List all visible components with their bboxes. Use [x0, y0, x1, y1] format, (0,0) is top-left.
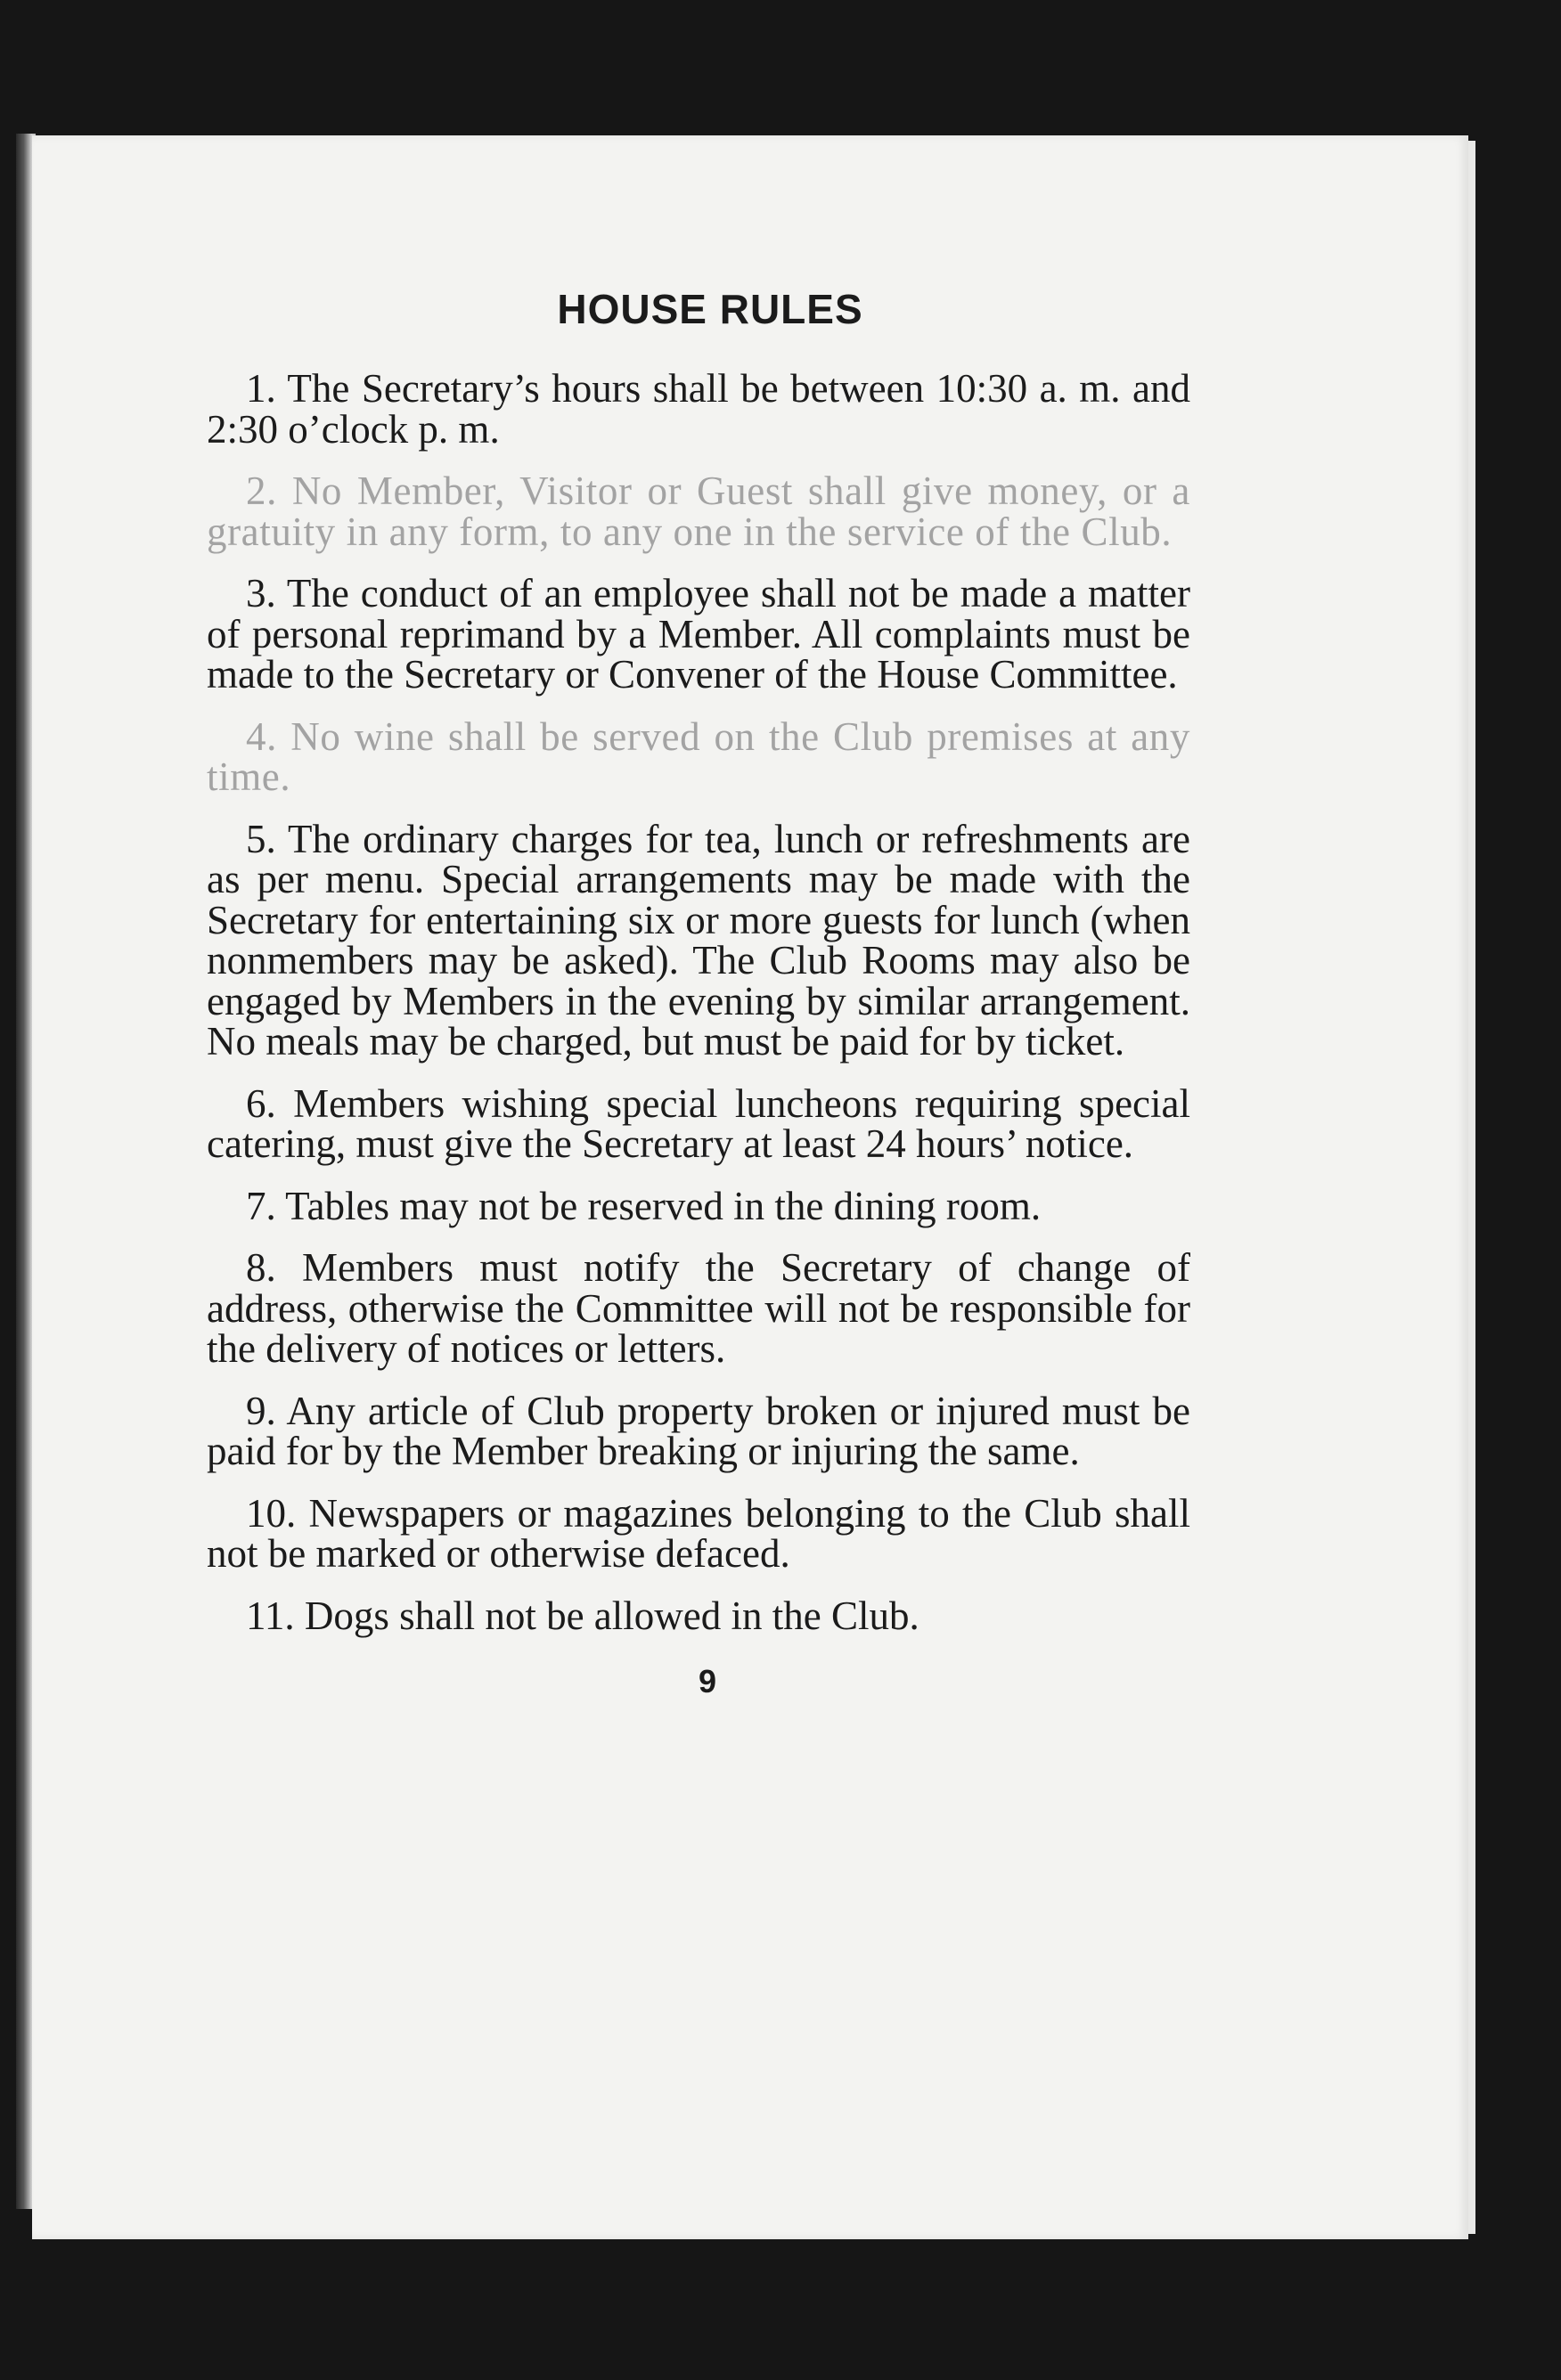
- rule-5: 5. The ordinary charges for tea, lunch or refreshments are as per menu. Special arrangements may be made with the Secretary for entertaining six or more guests for lunch (when nonmembers may be asked). The Club Rooms may also be engaged by Members in the evening by similar arrangement. No meals may be charged, but must be paid for by ticket.: [207, 816, 1190, 1064]
- page-content: [207, 285, 1190, 1700]
- rule-6: 6. Members wishing special luncheons requiring special catering, must give the Secretary at least 24 hours’ notice.: [207, 1080, 1190, 1166]
- rule-2: 2. No Member, Visitor or Guest shall give money, or a gratuity in any form, to any one in the service of the Club.: [207, 469, 1190, 554]
- rule-11: 11. Dogs shall not be allowed in the Club.: [246, 1593, 919, 1638]
- rule-8: 8. Members must notify the Secretary of change of address, otherwise the Committee will not be responsible for the delivery of notices or letters.: [207, 1245, 1190, 1371]
- page-edge: [1468, 141, 1475, 2234]
- rule-3: 3. The conduct of an employee shall not be made a matter of personal reprimand by a Member. All complaints must be made to the Secretary or Convener of the House Committee.: [207, 571, 1190, 697]
- rule-10: 10. Newspapers or magazines belonging to the Club shall not be marked or otherwise defaced.: [207, 1490, 1190, 1576]
- rule-1: 1. The Secretary’s hours shall be between 10:30 a. m. and 2:30 o’clock p. m.: [207, 366, 1190, 452]
- rule-7: 7. Tables may not be reserved in the dining room.: [246, 1183, 1042, 1228]
- page-title: HOUSE RULES: [557, 286, 863, 332]
- rule-9: 9. Any article of Club property broken or injured must be paid for by the Member breaking or injuring the same.: [207, 1388, 1190, 1473]
- rule-4: 4. No wine shall be served on the Club premises at any time.: [207, 713, 1190, 799]
- book-page: [32, 135, 1468, 2239]
- page-number: 9: [698, 1663, 717, 1699]
